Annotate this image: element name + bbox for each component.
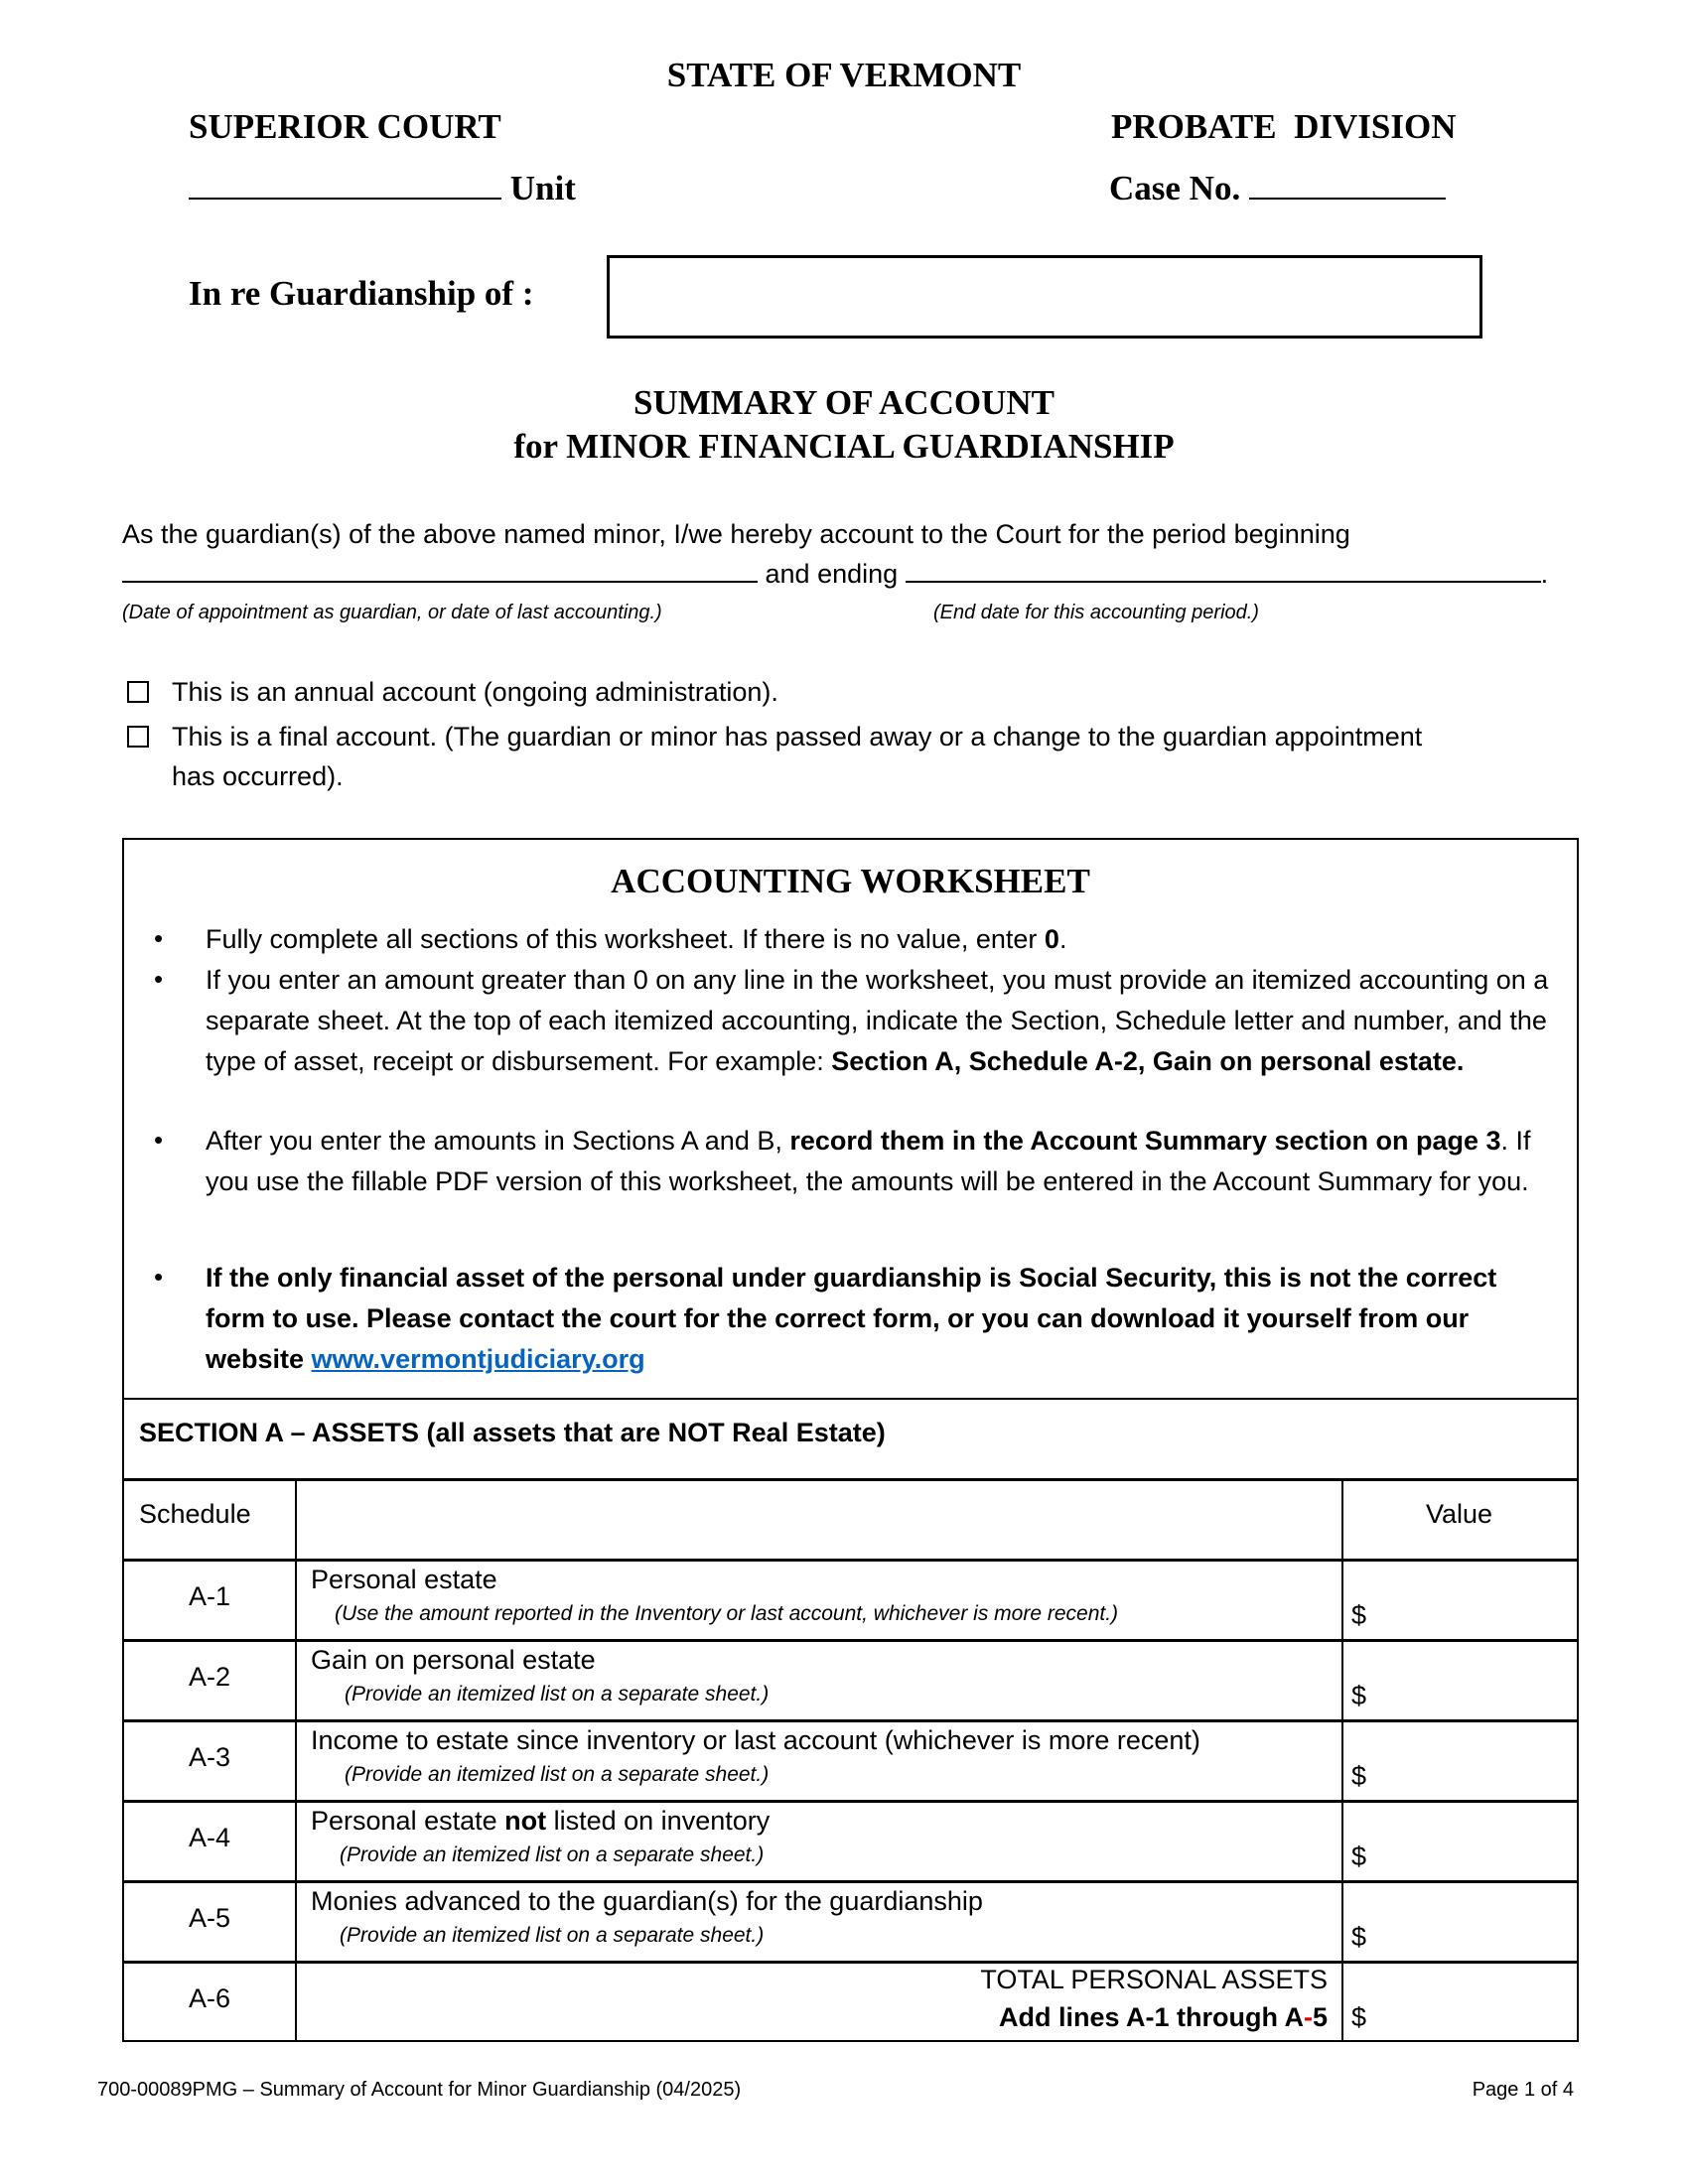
schedule-code: A-5	[188, 1903, 231, 1933]
row-note: (Provide an itemized list on a separate sheet.)	[345, 1683, 770, 1706]
col-schedule-header: Schedule	[139, 1499, 251, 1529]
end-date-blank[interactable]	[906, 581, 1541, 583]
total-instruction: Add lines A-1 through A-5	[998, 2002, 1328, 2032]
case-no-label: Case No.	[1109, 169, 1241, 207]
form-subtitle: for MINOR FINANCIAL GUARDIANSHIP	[513, 427, 1175, 466]
row-note: (Provide an itemized list on a separate sheet.)	[345, 1763, 770, 1786]
unit-field[interactable]	[189, 169, 576, 208]
state-heading: STATE OF VERMONT	[666, 56, 1022, 94]
total-label: TOTAL PERSONAL ASSETS	[980, 1965, 1328, 1994]
begin-date-blank[interactable]	[122, 581, 758, 583]
annual-account-label: This is an annual account (ongoing administration).	[172, 677, 778, 707]
instruction-1: Fully complete all sections of this worksheet. If there is no value, enter 0.	[206, 924, 1067, 954]
value-input[interactable]: $	[1351, 1922, 1367, 1952]
schedule-code: A-6	[188, 1983, 231, 2013]
row-label: Income to estate since inventory or last account (whichever is more recent)	[311, 1725, 1200, 1755]
instruction-2: If you enter an amount greater than 0 on any line in the worksheet, you must provide an itemized accounting on a separate sheet. At the top of each itemized accounting, indicate the Section, Schedule letter and number, and the type of asset, receipt or disbursement. For example: Section A, Schedule A-2, Gain on personal estate.	[206, 965, 1549, 1076]
end-date-hint: (End date for this accounting period.)	[933, 602, 1259, 623]
instruction-3: After you enter the amounts in Sections A and B, record them in the Account Summary section on page 3. If you use the fillable PDF version of this worksheet, the amounts will be entered in the Account Summary for you.	[206, 1126, 1531, 1196]
row-label: Personal estate not listed on inventory	[311, 1806, 771, 1836]
instruction-4: If the only financial asset of the personal under guardianship is Social Security, this is not the correct form to use. Please contact the court for the correct form, or you can download it yourself from our website www.vermontjudiciary.org	[206, 1263, 1497, 1374]
value-input[interactable]: $	[1351, 1761, 1367, 1791]
section-a-title: SECTION A – ASSETS (all assets that are NOT Real Estate)	[139, 1418, 886, 1447]
schedule-code: A-2	[188, 1662, 231, 1692]
final-account-label-cont: has occurred).	[172, 761, 344, 791]
row-note: (Use the amount reported in the Inventory or last account, whichever is more recent.)	[335, 1602, 1119, 1625]
period-line: and ending .	[122, 559, 1548, 590]
unit-label: Unit	[509, 169, 576, 207]
website-link[interactable]: www.vermontjudiciary.org	[311, 1344, 645, 1374]
total-value-input[interactable]: $	[1351, 2002, 1367, 2032]
form-title: SUMMARY OF ACCOUNT	[633, 383, 1055, 422]
accounting-worksheet	[122, 838, 1579, 2042]
and-ending-label: and ending	[765, 559, 899, 589]
division-heading: PROBATE DIVISION	[1111, 107, 1457, 146]
schedule-code: A-4	[188, 1823, 231, 1852]
row-label: Monies advanced to the guardian(s) for the guardianship	[311, 1886, 983, 1916]
page-number: Page 1 of 4	[1472, 2079, 1574, 2101]
begin-date-hint: (Date of appointment as guardian, or date of last accounting.)	[122, 602, 662, 623]
unit-blank[interactable]	[189, 198, 501, 200]
value-input[interactable]: $	[1351, 1842, 1367, 1871]
annual-account-checkbox[interactable]	[127, 681, 149, 708]
form-id: 700-00089PMG – Summary of Account for Minor Guardianship (04/2025)	[97, 2079, 742, 2101]
worksheet-heading: ACCOUNTING WORKSHEET	[611, 862, 1090, 900]
final-account-checkbox[interactable]	[127, 726, 149, 752]
row-note: (Provide an itemized list on a separate sheet.)	[340, 1843, 765, 1866]
case-no-field[interactable]	[1109, 169, 1446, 208]
court-heading: SUPERIOR COURT	[189, 107, 501, 146]
bullet-icon: •	[154, 923, 164, 953]
schedule-code: A-3	[188, 1742, 231, 1772]
value-input[interactable]: $	[1351, 1681, 1367, 1710]
row-label: Personal estate	[311, 1565, 497, 1594]
case-no-blank[interactable]	[1249, 198, 1446, 200]
schedule-code: A-1	[188, 1581, 231, 1611]
row-note: (Provide an itemized list on a separate sheet.)	[340, 1924, 765, 1947]
final-account-label: This is a final account. (The guardian or minor has passed away or a change to the guardian appointment	[172, 722, 1423, 751]
bullet-icon: •	[154, 1262, 164, 1292]
bullet-icon: •	[154, 964, 164, 994]
inre-label: In re Guardianship of :	[189, 274, 534, 313]
value-input[interactable]: $	[1351, 1600, 1367, 1630]
period-intro: As the guardian(s) of the above named minor, I/we hereby account to the Court for the period beginning	[122, 519, 1350, 549]
bullet-icon: •	[154, 1125, 164, 1155]
col-value-header: Value	[1425, 1499, 1493, 1529]
row-label: Gain on personal estate	[311, 1645, 596, 1675]
guardianship-name-input[interactable]	[607, 255, 1482, 339]
